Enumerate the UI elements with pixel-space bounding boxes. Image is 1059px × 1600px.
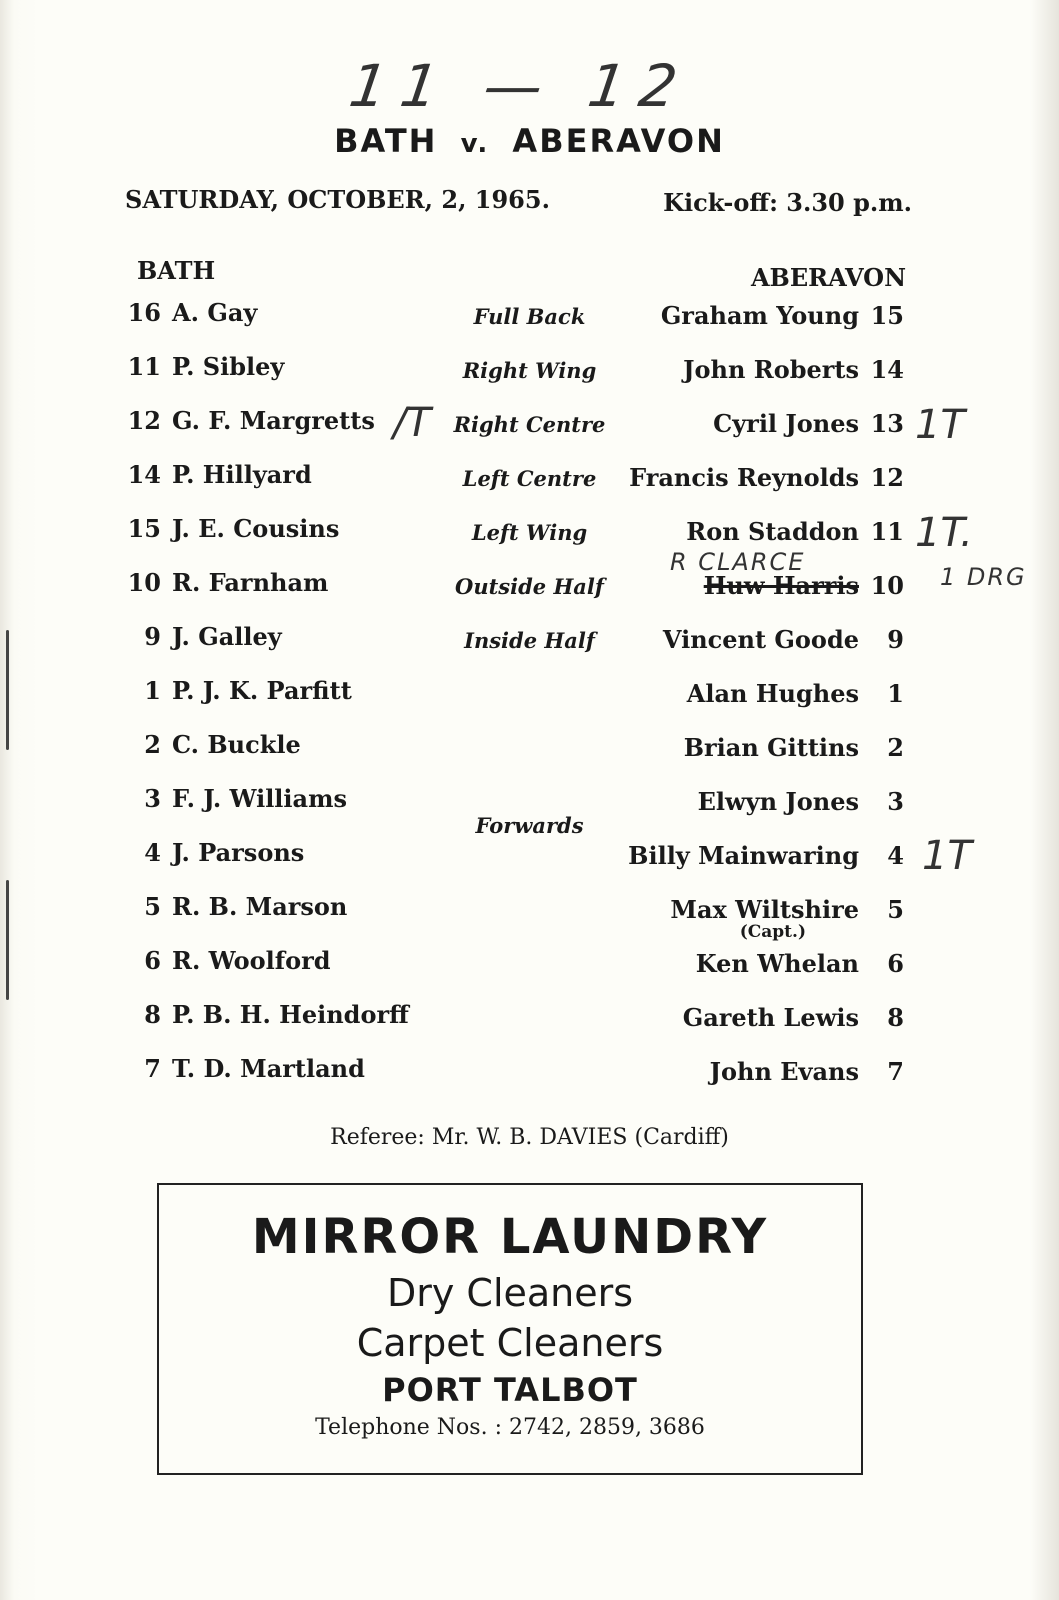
away-player-name: Elwyn Jones	[697, 787, 859, 816]
away-player-number: 4	[887, 841, 904, 870]
away-player-number: 6	[887, 949, 904, 978]
position-label: Full Back	[473, 304, 586, 329]
home-player-name: R. Woolford	[172, 946, 331, 975]
home-player-number: 11	[127, 352, 161, 381]
away-player-name: Brian Gittins	[683, 733, 859, 762]
home-player-name: R. B. Marson	[172, 892, 348, 921]
home-player-name: T. D. Martland	[172, 1054, 365, 1083]
lineup-row	[0, 838, 1059, 878]
home-player-name: G. F. Margretts	[172, 406, 375, 435]
captain-label: (Capt.)	[739, 922, 806, 942]
home-team-title: BATH	[334, 122, 438, 160]
away-player-number: 11	[870, 517, 904, 546]
away-player-name: Ken Whelan	[695, 949, 859, 978]
away-player-number: 7	[887, 1057, 904, 1086]
home-player-number: 2	[144, 730, 161, 759]
away-player-number: 8	[887, 1003, 904, 1032]
away-team-title: ABERAVON	[512, 122, 725, 160]
versus-label: v.	[460, 129, 490, 159]
handwritten-note: 1T	[922, 833, 972, 879]
away-player-name: Francis Reynolds	[629, 463, 859, 492]
home-player-number: 9	[144, 622, 161, 651]
away-player-number: 3	[887, 787, 904, 816]
home-player-number: 8	[144, 1000, 161, 1029]
position-label: Right Wing	[462, 358, 597, 383]
home-player-number: 10	[127, 568, 161, 597]
handwritten-note: R CLARCE	[670, 548, 806, 576]
away-player-name: John Roberts	[683, 355, 859, 384]
home-player-name: J. Parsons	[172, 838, 305, 867]
position-label: Left Wing	[471, 520, 588, 545]
match-title	[0, 122, 1059, 160]
home-player-name: P. B. H. Heindorff	[172, 1000, 409, 1029]
home-player-number: 16	[127, 298, 161, 327]
match-date: SATURDAY, OCTOBER, 2, 1965.	[125, 185, 550, 214]
away-player-number: 10	[870, 571, 904, 600]
away-player-number: 13	[870, 409, 904, 438]
handwritten-note: 1T	[915, 402, 965, 448]
advert-town: PORT TALBOT	[382, 1371, 638, 1409]
away-player-number: 9	[887, 625, 904, 654]
away-player-name: Huw Harris	[703, 571, 859, 600]
home-player-name: F. J. Williams	[172, 784, 347, 813]
home-player-number: 14	[127, 460, 161, 489]
handwritten-note: 1T.	[915, 510, 973, 556]
away-player-name: John Evans	[709, 1057, 859, 1086]
away-player-number: 14	[870, 355, 904, 384]
away-player-name: Vincent Goode	[662, 625, 859, 654]
laundry-advert	[157, 1183, 863, 1475]
advert-service: Carpet Cleaners	[356, 1321, 664, 1365]
away-player-name: Ron Staddon	[686, 517, 859, 546]
lineup-row	[0, 406, 1059, 446]
home-player-name: R. Farnham	[172, 568, 329, 597]
lineup-row	[0, 352, 1059, 392]
home-player-number: 5	[144, 892, 161, 921]
home-player-name: C. Buckle	[172, 730, 301, 759]
position-label: Left Centre	[462, 466, 597, 491]
lineup-row	[0, 1000, 1059, 1040]
away-player-name: Alan Hughes	[686, 679, 859, 708]
advert-phone: Telephone Nos. : 2742, 2859, 3686	[315, 1415, 705, 1440]
away-player-number: 5	[887, 895, 904, 924]
advert-company: MIRROR LAUNDRY	[251, 1209, 769, 1265]
referee-line: Referee: Mr. W. B. DAVIES (Cardiff)	[330, 1125, 729, 1150]
home-player-name: J. Galley	[172, 622, 282, 651]
position-label: Outside Half	[455, 574, 604, 599]
away-player-name: Gareth Lewis	[682, 1003, 859, 1032]
home-team-heading: BATH	[137, 256, 216, 285]
away-player-number: 1	[887, 679, 904, 708]
lineup-row	[0, 676, 1059, 716]
away-team-heading: ABERAVON	[750, 263, 906, 292]
home-player-name: J. E. Cousins	[172, 514, 340, 543]
lineup-row	[0, 892, 1059, 932]
lineup-row	[0, 568, 1059, 608]
away-player-name: Cyril Jones	[713, 409, 859, 438]
lineup-row	[0, 622, 1059, 662]
lineup-row	[0, 730, 1059, 770]
lineup-row	[0, 946, 1059, 986]
position-label: Right Centre	[453, 412, 606, 437]
lineup-row	[0, 298, 1059, 338]
home-player-number: 15	[127, 514, 161, 543]
home-player-number: 1	[144, 676, 161, 705]
home-player-name: P. J. K. Parfitt	[172, 676, 352, 705]
forwards-label: Forwards	[475, 813, 584, 838]
lineup-row	[0, 514, 1059, 554]
home-player-number: 6	[144, 946, 161, 975]
away-player-number: 2	[887, 733, 904, 762]
kickoff-time: Kick-off: 3.30 p.m.	[663, 188, 912, 217]
handwritten-note: 1 DRG	[940, 563, 1027, 591]
advert-service: Dry Cleaners	[386, 1271, 634, 1315]
away-player-number: 12	[870, 463, 904, 492]
position-label: Inside Half	[464, 628, 595, 653]
home-player-name: P. Hillyard	[172, 460, 312, 489]
home-player-number: 12	[127, 406, 161, 435]
home-player-number: 4	[144, 838, 161, 867]
away-player-number: 15	[870, 301, 904, 330]
away-player-name: Billy Mainwaring	[628, 841, 859, 870]
home-player-name: P. Sibley	[172, 352, 285, 381]
home-player-number: 7	[144, 1054, 161, 1083]
lineup-row	[0, 460, 1059, 500]
home-player-number: 3	[144, 784, 161, 813]
handwritten-score: 11 — 12	[345, 52, 696, 120]
handwritten-note: /T	[393, 400, 431, 446]
lineup-row	[0, 1054, 1059, 1094]
away-player-name: Graham Young	[660, 301, 859, 330]
home-player-name: A. Gay	[172, 298, 258, 327]
away-player-name: Max Wiltshire	[670, 895, 859, 924]
